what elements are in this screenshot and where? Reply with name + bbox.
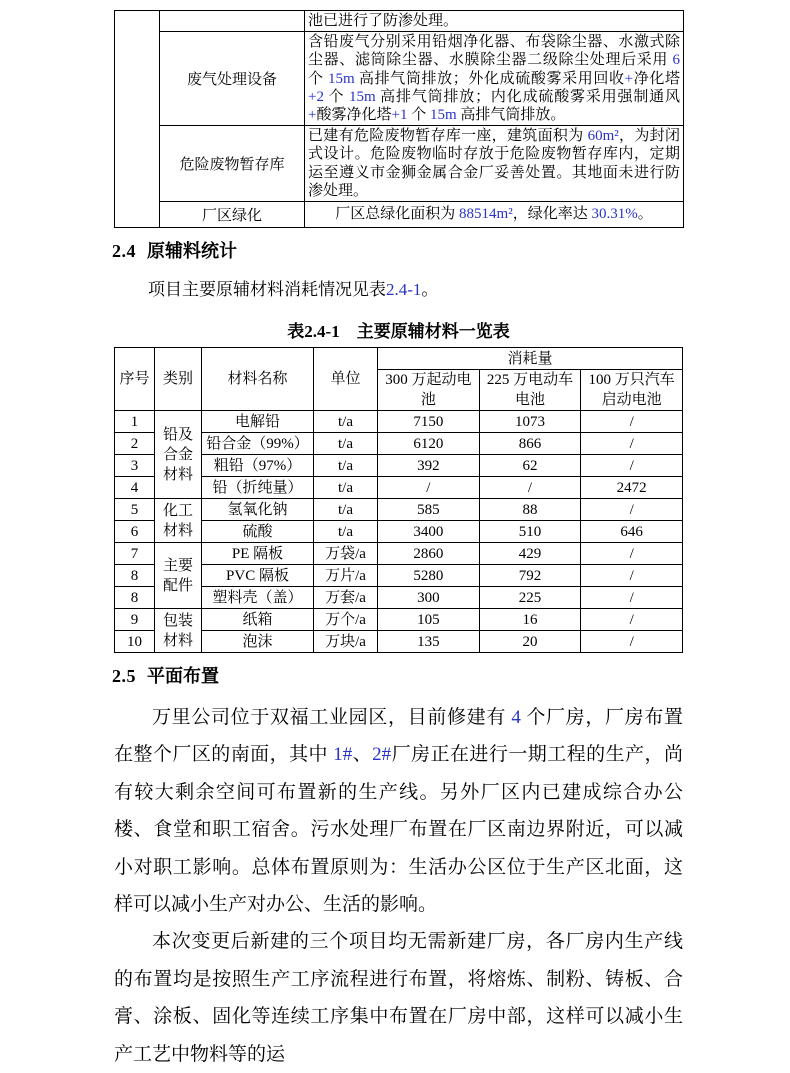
cell-value: 2472	[581, 477, 683, 499]
cell-no: 8	[115, 587, 155, 609]
cell-unit: 万个/a	[314, 609, 378, 631]
cell-value: 646	[581, 521, 683, 543]
cell-value: /	[378, 477, 480, 499]
cell-material: 电解铅	[202, 411, 314, 433]
cell-material: PE 隔板	[202, 543, 314, 565]
header-col2: 225 万电动车电池	[479, 370, 581, 411]
table-row	[115, 499, 683, 521]
table-row	[115, 126, 684, 202]
cell-material: PVC 隔板	[202, 565, 314, 587]
table-row	[115, 32, 684, 126]
facility-table	[114, 10, 684, 228]
row-content: 厂区总绿化面积为 88514m²，绿化率达 30.31%。	[305, 202, 684, 228]
cell-value: /	[581, 543, 683, 565]
cell-value: 585	[378, 499, 480, 521]
cell-unit: t/a	[314, 411, 378, 433]
cell-category: 化工材料	[155, 499, 202, 543]
cell-value: /	[581, 631, 683, 653]
header-consumption: 消耗量	[378, 348, 683, 370]
row-label	[160, 11, 305, 32]
cell-unit: 万袋/a	[314, 543, 378, 565]
cell-value: /	[581, 587, 683, 609]
cell-material: 泡沫	[202, 631, 314, 653]
table-row	[115, 411, 683, 433]
cell-value: 62	[479, 455, 581, 477]
header-col3: 100 万只汽车启动电池	[581, 370, 683, 411]
spacer-cell	[115, 11, 160, 228]
section-heading-2-5	[112, 662, 683, 688]
cell-value: /	[479, 477, 581, 499]
body-paragraph: 万里公司位于双福工业园区，目前修建有 4 个厂房，厂房布置在整个厂区的南面，其中 1#、2#厂房正在进行一期工程的生产，尚有较大剩余空间可布置新的生产线。另外厂区内已建成综合办公楼、食堂和职工宿舍。污水处理厂布置在厂区南边界附近，可以减小对职工影响。总体布置原则为：生活办公区位于生产区北面，这样可以减小生产对办公、生活的影响。	[114, 707, 683, 916]
row-label: 危险废物暂存库	[160, 126, 305, 202]
cell-value: /	[581, 565, 683, 587]
table-row	[115, 543, 683, 565]
cell-value: /	[581, 609, 683, 631]
cell-value: /	[581, 433, 683, 455]
cell-value: 392	[378, 455, 480, 477]
table-caption: 表2.4-1 主要原辅材料一览表	[287, 322, 510, 342]
intro-paragraph: 项目主要原辅材料消耗情况见表2.4-1。	[148, 280, 439, 300]
cell-material: 铅合金（99%）	[202, 433, 314, 455]
row-content: 含铅废气分别采用铅烟净化器、布袋除尘器、水激式除尘器、滤筒除尘器、水膜除尘器二级除尘处理后采用 6 个 15m 高排气筒排放；外化成硫酸雾采用回收+净化塔+2 个 15m 高排气筒排放；内化成硫酸雾采用强制通风+酸雾净化塔+1 个 15m 高排气筒排放。	[305, 32, 684, 126]
row-label: 厂区绿化	[160, 202, 305, 228]
cell-value: /	[581, 499, 683, 521]
cell-unit: 万片/a	[314, 565, 378, 587]
section-body	[114, 699, 683, 1073]
cell-value: 5280	[378, 565, 480, 587]
table-row	[115, 202, 684, 228]
cell-value: 866	[479, 433, 581, 455]
cell-unit: t/a	[314, 455, 378, 477]
cell-material: 硫酸	[202, 521, 314, 543]
cell-value: 7150	[378, 411, 480, 433]
cell-value: 3400	[378, 521, 480, 543]
section-title: 平面布置	[147, 666, 219, 687]
cell-unit: t/a	[314, 477, 378, 499]
header-unit: 单位	[314, 348, 378, 411]
table-row	[115, 11, 684, 32]
row-label: 废气处理设备	[160, 32, 305, 126]
document-content	[114, 0, 683, 1073]
materials-table	[114, 347, 683, 653]
cell-category: 铅及合金材料	[155, 411, 202, 499]
cell-unit: t/a	[314, 499, 378, 521]
cell-no: 2	[115, 433, 155, 455]
cell-value: 300	[378, 587, 480, 609]
cell-unit: 万块/a	[314, 631, 378, 653]
header-no: 序号	[115, 348, 155, 411]
cell-value: 16	[479, 609, 581, 631]
cell-no: 1	[115, 411, 155, 433]
row-content: 池已进行了防渗处理。	[305, 11, 684, 32]
cell-no: 9	[115, 609, 155, 631]
cell-value: 135	[378, 631, 480, 653]
cell-material: 铅（折纯量）	[202, 477, 314, 499]
cell-value: 88	[479, 499, 581, 521]
cell-no: 8	[115, 565, 155, 587]
cell-value: 429	[479, 543, 581, 565]
cell-category: 主要配件	[155, 543, 202, 609]
section-title: 原辅料统计	[147, 241, 237, 262]
cell-no: 10	[115, 631, 155, 653]
cell-value: 225	[479, 587, 581, 609]
cell-value: 792	[479, 565, 581, 587]
cell-value: 1073	[479, 411, 581, 433]
row-content: 已建有危险废物暂存库一座，建筑面积为 60m²，为封闭式设计。危险废物临时存放于危险废物暂存库内，定期运至遵义市金狮金属合金厂妥善处置。其地面未进行防渗处理。	[305, 126, 684, 202]
cell-material: 纸箱	[202, 609, 314, 631]
section-heading-2-4	[112, 237, 683, 263]
table-row	[115, 609, 683, 631]
cell-material: 氢氧化钠	[202, 499, 314, 521]
cell-category: 包装材料	[155, 609, 202, 653]
header-material: 材料名称	[202, 348, 314, 411]
cell-unit: 万套/a	[314, 587, 378, 609]
cell-material: 塑料壳（盖）	[202, 587, 314, 609]
section-number: 2.4	[112, 241, 136, 262]
cell-no: 7	[115, 543, 155, 565]
cell-value: /	[581, 455, 683, 477]
cell-no: 4	[115, 477, 155, 499]
header-category: 类别	[155, 348, 202, 411]
cell-value: 105	[378, 609, 480, 631]
cell-unit: t/a	[314, 521, 378, 543]
cell-value: 2860	[378, 543, 480, 565]
section-number: 2.5	[112, 666, 136, 687]
cell-value: 6120	[378, 433, 480, 455]
cell-no: 6	[115, 521, 155, 543]
cell-value: 20	[479, 631, 581, 653]
cell-value: 510	[479, 521, 581, 543]
header-col1: 300 万起动电池	[378, 370, 480, 411]
body-paragraph: 本次变更后新建的三个项目均无需新建厂房，各厂房内生产线的布置均是按照生产工序流程进行布置，将熔炼、制粉、铸板、合膏、涂板、固化等连续工序集中布置在厂房中部，这样可以减小生产工艺中物料等的运	[114, 931, 683, 1065]
cell-material: 粗铅（97%）	[202, 455, 314, 477]
cell-no: 5	[115, 499, 155, 521]
cell-value: /	[581, 411, 683, 433]
cell-no: 3	[115, 455, 155, 477]
header-row	[115, 348, 683, 370]
cell-unit: t/a	[314, 433, 378, 455]
